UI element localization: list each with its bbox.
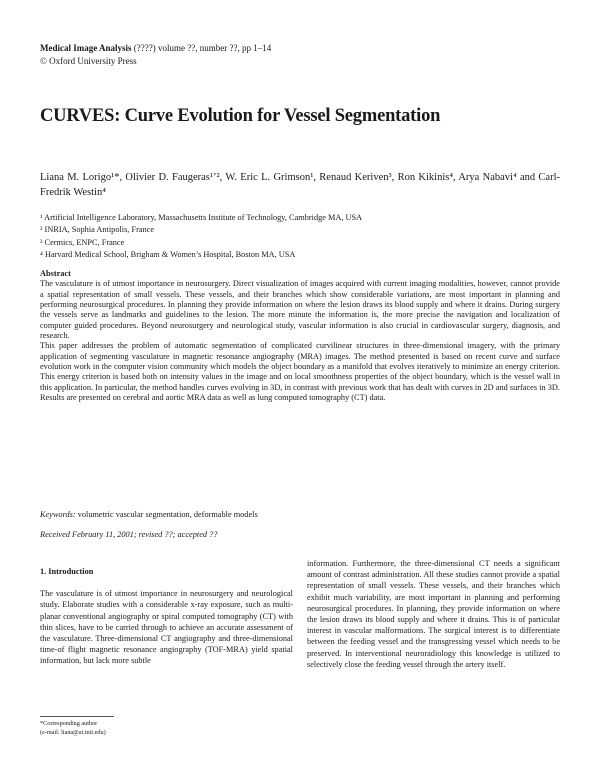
footnote bbox=[40, 720, 106, 737]
abstract-paragraph-1: The vasculature is of utmost importance in neurosurgery. Direct visualization of images acquired with current imaging modalities, however, cannot provide a spatial representation of small vessels. These vessels, and their branches which show considerable variations, are most important in planning and performing neurosurgical procedures. In planning they provide information on where the lesion draws its blood supply and where it drains. During surgery the vessels serve as landmarks and guidelines to the lesion. The more minute the information is, the more precise the navigation and localization of computer guided procedures. Beyond neurosurgery and neurological study, vascular information is also crucial in cardiovascular surgery, diagnosis, and research. bbox=[40, 279, 560, 341]
journal-line bbox=[40, 42, 271, 55]
received-dates: Received February 11, 2001; revised ??; accepted ?? bbox=[40, 530, 218, 539]
section-heading-introduction: 1. Introduction bbox=[40, 567, 94, 576]
journal-header bbox=[40, 42, 271, 68]
keywords-label: Keywords: bbox=[40, 510, 76, 519]
publisher: © Oxford University Press bbox=[40, 56, 137, 66]
left-column bbox=[40, 566, 293, 667]
affiliation-1: ¹ Artificial Intelligence Laboratory, Massachusetts Institute of Technology, Cambridge MA, USA bbox=[40, 213, 363, 222]
right-column bbox=[307, 558, 560, 670]
affiliation-4: ⁴ Harvard Medical School, Brigham & Women’s Hospital, Boston MA, USA bbox=[40, 250, 296, 260]
journal-name: Medical Image Analysis bbox=[40, 43, 132, 53]
footnote-email: (e-mail: liana@ai.mit.edu) bbox=[40, 728, 106, 736]
intro-left-text: The vasculature is of utmost importance in neurosurgery and neurological study. Elaborate studies with a considerable x-ray exposure, such as multi-planar conventional angiography or spiral computed tomography (CT) with thin slices, have to be carried through to achieve an accurate assessment of the vasculature. Three-dimensional CT angiography and three-dimensional time-of flight magnetic resonance angiography (TOF-MRA) yield spatial information, but lack more subtle bbox=[40, 589, 293, 666]
footnote-divider bbox=[40, 716, 114, 717]
keywords-text: volumetric vascular segmentation, deformable models bbox=[75, 510, 258, 519]
affiliation-2: ² INRIA, Sophia Antipolis, France bbox=[40, 225, 155, 235]
footnote-corresponding: *Corresponding author bbox=[40, 720, 98, 727]
paper-title: CURVES: Curve Evolution for Vessel Segmentation bbox=[40, 106, 441, 126]
abstract-heading: Abstract bbox=[40, 269, 71, 278]
affiliation-3: ³ Cermics, ENPC, France bbox=[40, 237, 125, 247]
affiliations bbox=[40, 212, 560, 262]
author-list: Liana M. Lorigo¹*, Olivier D. Faugeras¹ʼ², W. Eric L. Grimson¹, Renaud Keriven³, Ron Kikinis⁴, Arya Nabavi⁴ and Carl-Fredrik Westin⁴ bbox=[40, 172, 560, 198]
abstract-section bbox=[40, 269, 560, 403]
keywords bbox=[40, 510, 258, 519]
abstract-paragraph-2: This paper addresses the problem of automatic segmentation of complicated curvilinear structures in three-dimensional imagery, with the primary application of segmenting vasculature in magnetic resonance angiography (MRA) images. The method presented is based on recent curve and surface evolution work in the computer vision community which models the object boundary as a manifold that evolves iteratively to minimize an energy criterion. This energy criterion is based both on intensity values in the image and on local smoothness properties of the object boundary, which is the vessel wall in this application. In particular, the method handles curves evolving in 3D, in contrast with previous work that has dealt with curves in 2D and surfaces in 3D. Results are presented on cerebral and aortic MRA data as well as lung computed tomography (CT) data. bbox=[40, 341, 560, 403]
journal-details: (????) volume ??, number ??, pp 1–14 bbox=[131, 43, 272, 53]
intro-right-text: information. Furthermore, the three-dimensional CT needs a significant amount of contrast administration. All these studies cannot provide a spatial representation of small vessels. These vessels, and their branches which exhibit much variability, are most important in planning and performing neurosurgical procedures. In planning, they provide information on where the lesion draws its blood supply and where it drains. This is of particular interest in vascular malformations. The surgical interest is to differentiate between the feeding vessel and the transgressing vessel which needs to be preserved. In interventional neuroradiology this knowledge is utilized to selectively close the feeding vessel through the artery itself. bbox=[307, 559, 560, 669]
